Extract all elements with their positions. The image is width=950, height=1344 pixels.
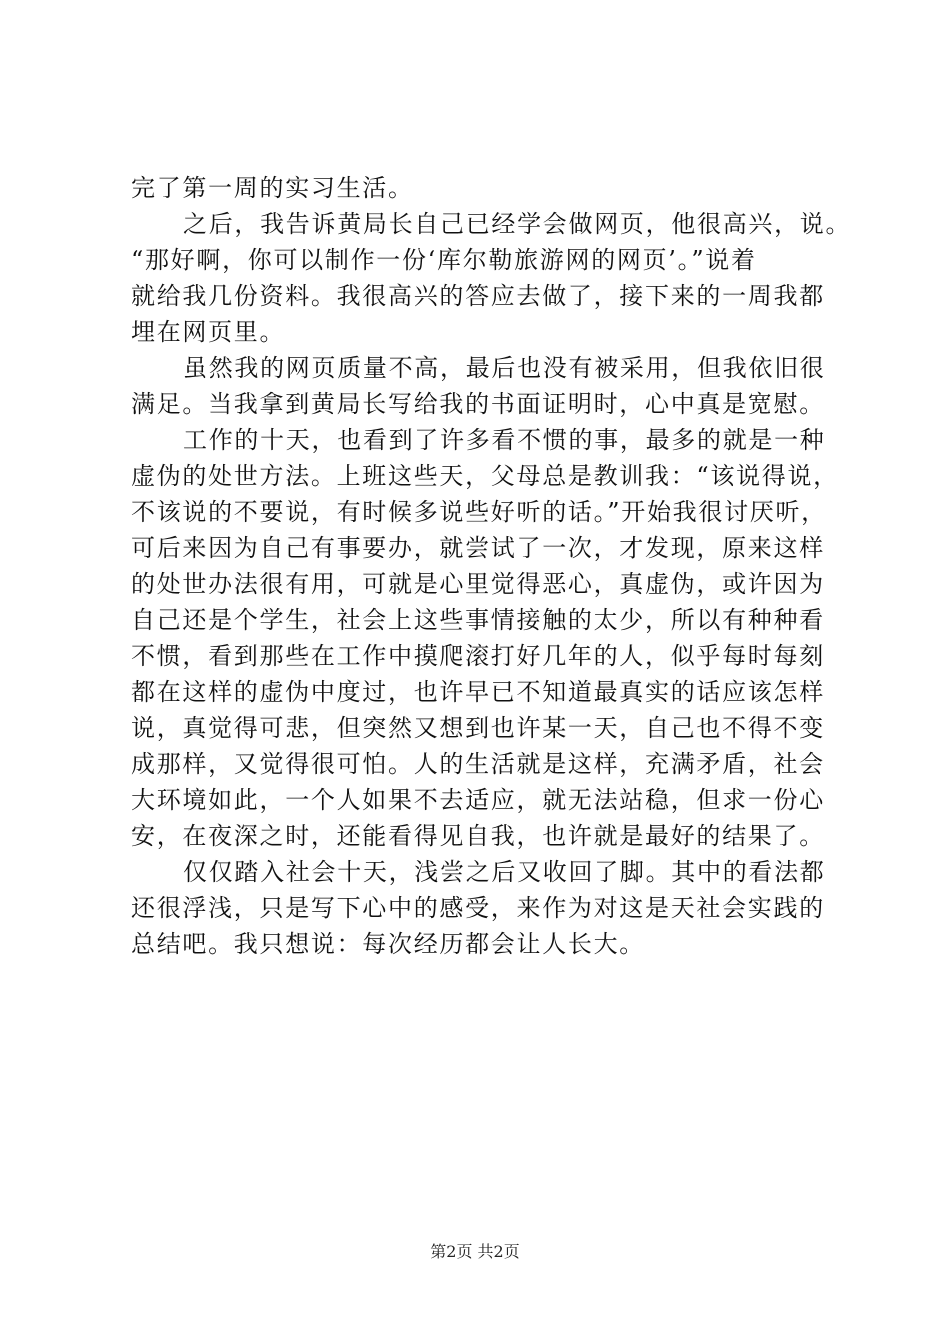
text-line: 工作的十天，也看到了许多看不惯的事，最多的就是一种 [183, 426, 826, 454]
text-line: 总结吧。我只想说：每次经历都会让人长大。 [131, 930, 645, 958]
text-line: 不该说的不要说，有时候多说些好听的话。”开始我很讨厌听， [131, 498, 827, 526]
text-line: 完了第一周的实习生活。 [131, 174, 414, 202]
text-line: 不惯，看到那些在工作中摸爬滚打好几年的人，似乎每时每刻 [131, 642, 825, 670]
text-line: 虚伪的处世方法。上班这些天，父母总是教训我：“该说得说， [131, 462, 839, 490]
text-line: 埋在网页里。 [131, 318, 286, 346]
text-line: 仅仅踏入社会十天，浅尝之后又收回了脚。其中的看法都 [183, 858, 826, 886]
document-body [131, 170, 852, 962]
text-line: 都在这样的虚伪中度过，也许早已不知道最真实的话应该怎样 [131, 678, 825, 706]
text-line: 可后来因为自己有事要办，就尝试了一次，才发现，原来这样 [131, 534, 825, 562]
text-line: 虽然我的网页质量不高，最后也没有被采用，但我依旧很 [183, 354, 826, 382]
text-line: 的处世办法很有用，可就是心里觉得恶心，真虚伪，或许因为 [131, 570, 825, 598]
text-line: 说，真觉得可悲，但突然又想到也许某一天，自己也不得不变 [131, 714, 825, 742]
text-line: 安，在夜深之时，还能看得见自我，也许就是最好的结果了。 [131, 822, 825, 850]
text-line: “那好啊，你可以制作一份‘库尔勒旅游网的网页’。”说着 [131, 246, 757, 274]
text-line: 大环境如此，一个人如果不去适应，就无法站稳，但求一份心 [131, 786, 825, 814]
text-line: 满足。当我拿到黄局长写给我的书面证明时，心中真是宽慰。 [131, 390, 825, 418]
text-line: 就给我几份资料。我很高兴的答应去做了，接下来的一周我都 [131, 282, 825, 310]
text-line: 还很浮浅，只是写下心中的感受，来作为对这是天社会实践的 [131, 894, 825, 922]
text-line: 成那样，又觉得很可怕。人的生活就是这样，充满矛盾，社会 [131, 750, 825, 778]
text-line: 之后，我告诉黄局长自己已经学会做网页，他很高兴，说。 [183, 210, 852, 238]
page-number-footer: 第2页 共2页 [430, 1242, 520, 1261]
text-line: 自己还是个学生，社会上这些事情接触的太少，所以有种种看 [131, 606, 825, 634]
